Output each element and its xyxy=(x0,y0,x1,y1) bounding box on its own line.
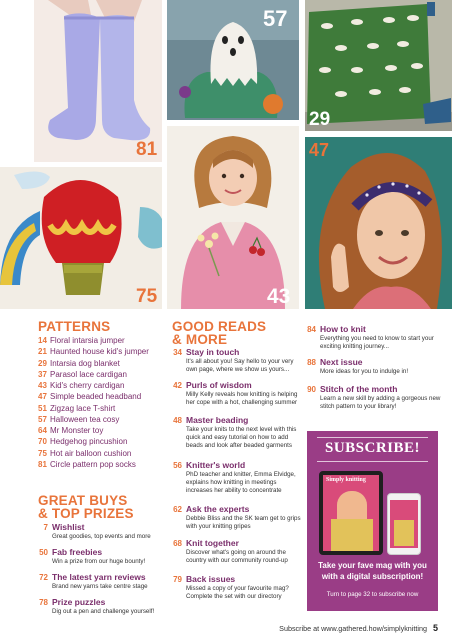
item-page: 50 xyxy=(39,548,48,557)
tablet-mag-name: Simply knitting xyxy=(326,477,366,483)
subscribe-title: SUBSCRIBE! xyxy=(324,440,421,456)
item-page: 62 xyxy=(173,505,182,514)
item-desc: Great goodies, top events and more xyxy=(52,533,151,540)
item-page: 78 xyxy=(39,598,48,607)
pattern-title: Hot air balloon cushion xyxy=(50,448,132,458)
pattern-title: Floral intarsia jumper xyxy=(50,336,125,346)
item-desc: Take your knits to the next level with this quick and easy tutorial on how to add beads and look after beaded garments xyxy=(186,426,297,449)
pattern-title: Circle pattern pop socks xyxy=(50,459,136,469)
item-page: 34 xyxy=(173,348,182,357)
pattern-page: 37 xyxy=(38,369,47,379)
pattern-page: 51 xyxy=(38,403,47,413)
good-reads-item[interactable] xyxy=(168,460,302,494)
item-desc: Learn a new skill by adding a gorgeous new stitch pattern to your library! xyxy=(320,395,441,410)
item-desc: Milly Kelly reveals how knitting is helping her cope with a hot, challenging summer xyxy=(186,391,298,406)
great-buys-item[interactable] xyxy=(34,572,164,591)
item-desc: Everything you need to know to start your exciting knitting journey... xyxy=(320,335,434,350)
photo-page-number: 81 xyxy=(136,139,158,160)
subscribe-rule-bottom xyxy=(317,461,428,462)
page-number: 5 xyxy=(432,623,438,633)
beaded-headband-illustration xyxy=(305,137,452,309)
photo-page-number: 57 xyxy=(263,6,288,31)
pattern-item[interactable] xyxy=(38,369,166,380)
item-title: Knit together xyxy=(186,538,239,548)
item-desc: It's all about you! Say hello to your very own page, where we show us yours... xyxy=(186,358,294,373)
item-desc: PhD teacher and knitter, Emma Elvidge, explains how knitting in meetings increases her ability to concentrate xyxy=(186,471,296,494)
item-page: 42 xyxy=(173,381,182,390)
right-col-item[interactable] xyxy=(302,357,444,376)
photo-page-number: 29 xyxy=(309,109,331,130)
tablet-mockup xyxy=(319,471,383,555)
good-reads-item[interactable] xyxy=(168,380,302,407)
pattern-item[interactable] xyxy=(38,335,166,346)
pattern-page: 47 xyxy=(38,392,47,402)
patterns-heading: PATTERNS xyxy=(38,319,111,334)
pattern-title: Intarsia dog blanket xyxy=(50,358,120,368)
great-buys-heading xyxy=(38,494,134,520)
pattern-title: Halloween tea cosy xyxy=(50,414,120,424)
phone-mockup xyxy=(387,493,421,555)
pattern-page: 21 xyxy=(38,347,47,357)
photo-page-number: 47 xyxy=(309,140,330,160)
item-page: 90 xyxy=(307,385,316,394)
pattern-page: 29 xyxy=(38,358,47,368)
right-col-item[interactable] xyxy=(302,384,444,411)
item-title: The latest yarn reviews xyxy=(52,572,146,582)
footer-subscribe-url[interactable]: Subscribe at www.gathered.how/simplyknitting xyxy=(279,624,427,633)
item-page: 56 xyxy=(173,461,182,470)
tablet-screen xyxy=(323,475,379,551)
pattern-page: 14 xyxy=(38,336,47,346)
subscribe-box[interactable] xyxy=(307,431,438,611)
item-title: Fab freebies xyxy=(52,547,103,557)
photo-page-number: 75 xyxy=(136,286,158,307)
pattern-page: 75 xyxy=(38,448,47,458)
item-title: Knitter's world xyxy=(186,460,246,470)
pattern-page: 57 xyxy=(38,414,47,424)
subscribe-body: Take your fave mag with you with a digital subscription! xyxy=(318,561,427,581)
photo-page-number: 43 xyxy=(267,285,291,308)
good-reads-heading-line1: GOOD READS xyxy=(172,319,267,334)
item-desc: Discover what's going on around the country with our community round-up xyxy=(186,549,288,564)
pattern-page: 70 xyxy=(38,437,47,447)
item-desc: Missed a copy of your favourite mag? Complete the set with our directory xyxy=(186,585,289,600)
photo-ghost-tea-cosy xyxy=(167,0,299,120)
footer xyxy=(279,623,438,633)
photo-beaded-headband xyxy=(305,137,452,309)
photo-cherry-cardigan xyxy=(167,126,299,309)
cherry-cardigan-illustration xyxy=(167,126,299,309)
photo-balloon-cushion xyxy=(0,167,162,309)
pattern-item[interactable] xyxy=(38,391,166,402)
item-title: Purls of wisdom xyxy=(186,380,252,390)
pop-socks-illustration xyxy=(34,0,162,162)
right-col-item[interactable] xyxy=(302,324,444,351)
item-desc: Win a prize from our huge bounty! xyxy=(52,558,146,565)
patterns-list xyxy=(38,335,166,470)
phone-screen xyxy=(390,500,418,548)
item-page: 7 xyxy=(43,523,48,532)
good-reads-heading xyxy=(172,320,266,346)
good-reads-item[interactable] xyxy=(168,415,302,449)
item-desc: Debbie Bliss and the SK team get to grips with your knitting gripes xyxy=(186,515,301,530)
good-reads-item[interactable] xyxy=(168,504,302,531)
pattern-page: 43 xyxy=(38,381,47,391)
phone-cover-jumper xyxy=(394,520,414,546)
great-buys-heading-line1: GREAT BUYS xyxy=(38,493,128,508)
item-title: Ask the experts xyxy=(186,504,250,514)
item-desc: Brand new yarns take centre stage xyxy=(52,583,148,590)
good-reads-item[interactable] xyxy=(168,347,302,374)
pattern-item[interactable] xyxy=(38,414,166,425)
photo-pop-socks xyxy=(34,0,162,162)
pattern-item[interactable] xyxy=(38,358,166,369)
tablet-cover-jumper xyxy=(331,519,373,551)
item-page: 79 xyxy=(173,575,182,584)
item-title: Stay in touch xyxy=(186,347,240,357)
pattern-title: Zigzag lace T-shirt xyxy=(50,403,116,413)
pattern-title: Simple beaded headband xyxy=(50,392,142,402)
great-buys-item[interactable] xyxy=(34,597,164,616)
pattern-item[interactable] xyxy=(38,448,166,459)
item-title: Master beading xyxy=(186,415,249,425)
item-page: 68 xyxy=(173,539,182,548)
subscribe-rule-top xyxy=(317,437,428,438)
pattern-item[interactable] xyxy=(38,425,166,436)
pattern-item[interactable] xyxy=(38,346,166,357)
pattern-item[interactable] xyxy=(38,436,166,447)
item-desc: More ideas for you to indulge in! xyxy=(320,368,409,375)
great-buys-item[interactable] xyxy=(34,547,164,566)
good-reads-item[interactable] xyxy=(168,574,302,601)
pattern-title: Parasol lace cardigan xyxy=(50,369,127,379)
item-page: 88 xyxy=(307,358,316,367)
pattern-page: 64 xyxy=(38,426,47,436)
pattern-title: Kid's cherry cardigan xyxy=(50,381,125,391)
item-title: How to knit xyxy=(320,324,366,334)
great-buys-item[interactable] xyxy=(34,522,164,541)
photo-dog-blanket xyxy=(305,0,452,131)
pattern-item[interactable] xyxy=(38,403,166,414)
item-desc: Dig out a pen and challenge yourself! xyxy=(52,608,155,615)
pattern-title: Mr Monster toy xyxy=(50,426,104,436)
pattern-item[interactable] xyxy=(38,459,166,470)
item-page: 84 xyxy=(307,325,316,334)
good-reads-heading-line2: & MORE xyxy=(172,332,228,347)
item-page: 48 xyxy=(173,416,182,425)
item-title: Prize puzzles xyxy=(52,597,106,607)
pattern-page: 81 xyxy=(38,459,47,469)
pattern-title: Hedgehog pincushion xyxy=(50,437,128,447)
item-title: Stitch of the month xyxy=(320,384,398,394)
item-title: Wishlist xyxy=(52,522,85,532)
great-buys-heading-line2: & TOP PRIZES xyxy=(38,506,134,521)
item-page: 72 xyxy=(39,573,48,582)
subscribe-cta[interactable]: Turn to page 32 to subscribe now xyxy=(326,591,419,598)
pattern-item[interactable] xyxy=(38,380,166,391)
pattern-title: Haunted house kid's jumper xyxy=(50,347,149,357)
item-title: Back issues xyxy=(186,574,236,584)
good-reads-item[interactable] xyxy=(168,538,302,565)
item-title: Next issue xyxy=(320,357,363,367)
